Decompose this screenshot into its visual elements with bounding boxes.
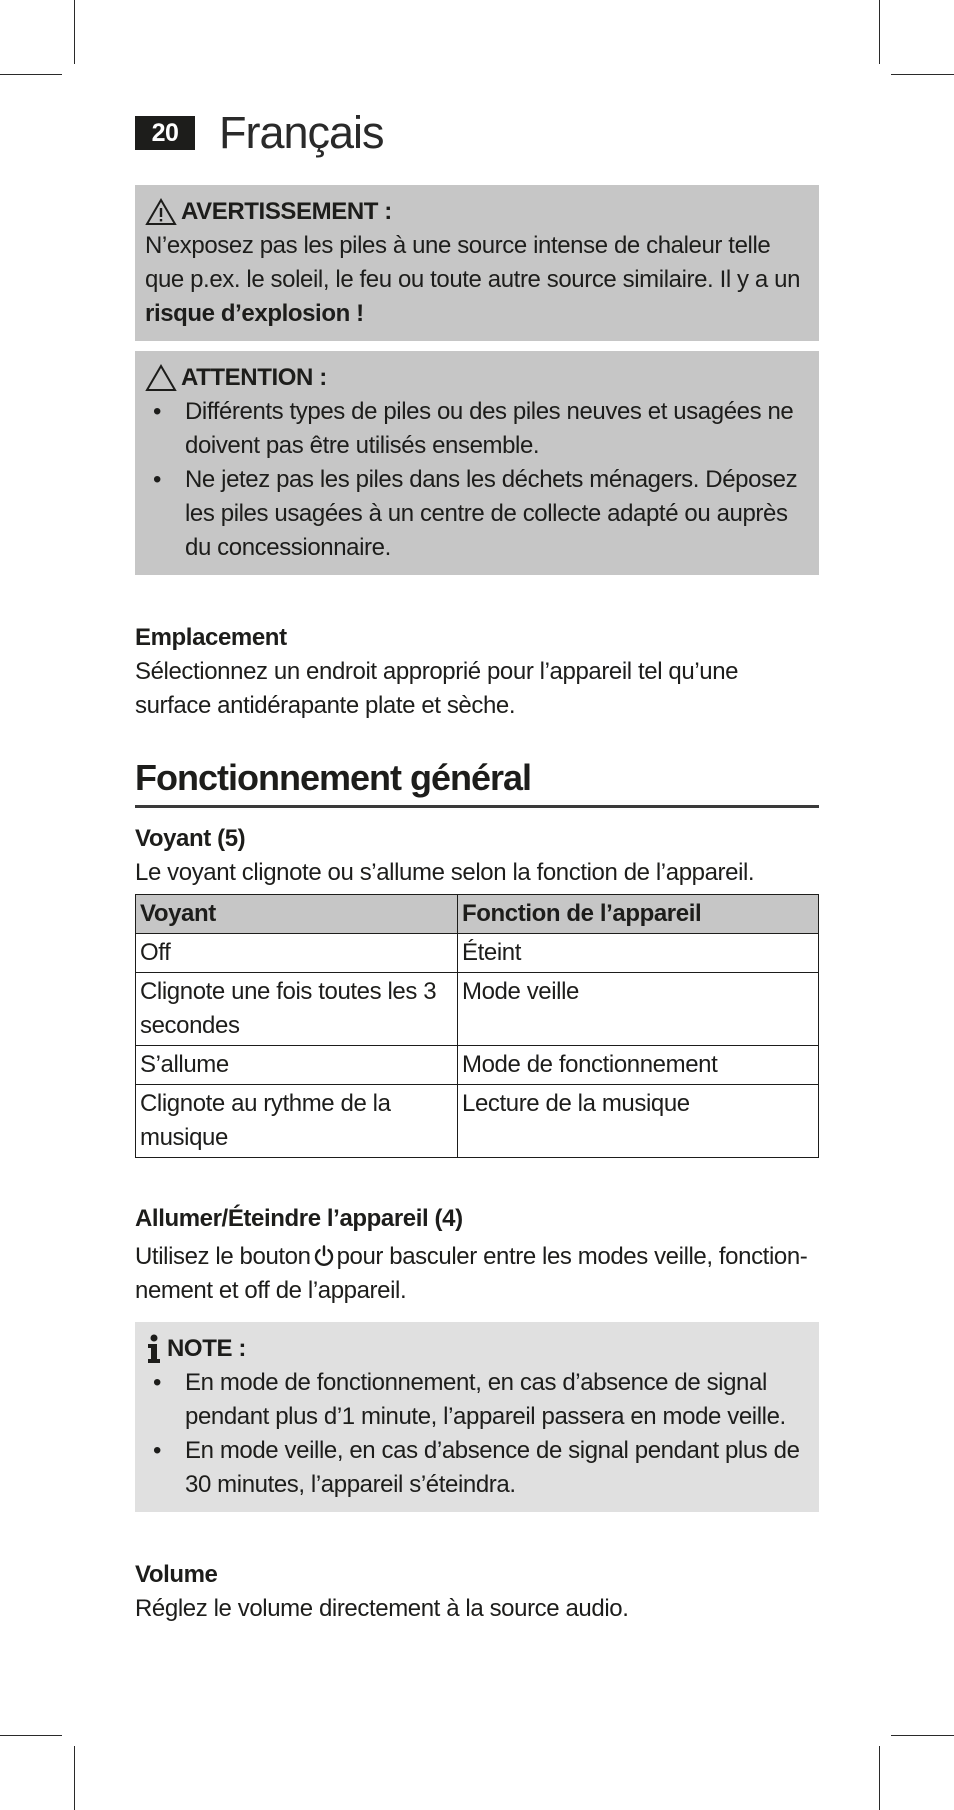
table-cell: Mode veille — [458, 973, 819, 1046]
emplacement-text: Sélectionnez un endroit approprié pour l’appareil tel qu’une surface antidérapante plate et sèche. — [135, 658, 739, 719]
table-row — [136, 1046, 819, 1085]
attention-box — [135, 351, 819, 575]
emplacement-heading: Emplacement — [135, 624, 287, 651]
table-cell: Lecture de la musique — [458, 1085, 819, 1158]
power-text — [135, 1240, 819, 1308]
table-cell: Clignote une fois toutes les 3 secondes — [136, 973, 458, 1046]
table-cell: S’allume — [136, 1046, 458, 1085]
table-header-cell: Fonction de l’appareil — [458, 895, 819, 934]
table-cell: Clignote au rythme de la musique — [136, 1085, 458, 1158]
power-text-before: Utilisez le bouton — [135, 1243, 311, 1270]
table-header-row — [136, 895, 819, 934]
attention-title: ATTENTION : — [181, 364, 327, 391]
warning-bold-text: risque d’explosion ! — [145, 300, 364, 327]
page-number: 20 — [135, 116, 195, 150]
info-icon — [145, 1334, 163, 1364]
voyant-table — [135, 894, 819, 1158]
note-title: NOTE : — [167, 1335, 246, 1362]
page-content — [135, 105, 819, 1626]
crop-mark — [74, 1746, 75, 1810]
list-item: • Ne jetez pas les piles dans les déchets ménagers. Déposez les piles usagées à un centre de collecte adapté ou auprès du concessionnaire. — [145, 463, 807, 565]
attention-title-row — [145, 361, 807, 395]
table-row — [136, 973, 819, 1046]
page-language-title: Français — [219, 107, 384, 158]
table-cell: Off — [136, 934, 458, 973]
table-row — [136, 934, 819, 973]
power-text-after: pour basculer entre les modes veille, fonctionnement et off de l’appareil. — [135, 1243, 808, 1304]
table-header-cell: Voyant — [136, 895, 458, 934]
warning-text-body: N’exposez pas les piles à une source intense de chaleur telle que p.ex. le soleil, le feu ou toute autre source similaire. Il y a un — [145, 232, 801, 293]
warning-box — [135, 185, 819, 341]
warning-text — [145, 229, 807, 331]
crop-mark — [879, 1746, 880, 1810]
warning-title-row — [145, 195, 807, 229]
volume-text: Réglez le volume directement à la source audio. — [135, 1595, 629, 1622]
crop-mark — [891, 74, 954, 75]
section-title: Fonctionnement général — [135, 757, 819, 808]
table-row — [136, 1085, 819, 1158]
page-header — [135, 105, 819, 161]
crop-mark — [891, 1735, 954, 1736]
crop-mark — [74, 0, 75, 64]
list-item: • En mode de fonctionnement, en cas d’absence de signal pendant plus d’1 minute, l’appareil passera en mode veille. — [145, 1366, 807, 1434]
warning-title: AVERTISSEMENT : — [181, 198, 392, 225]
list-item: • Différents types de piles ou des piles neuves et usagées ne doivent pas être utilisés ensemble. — [145, 395, 807, 463]
attention-triangle-icon — [145, 364, 177, 392]
note-list — [145, 1366, 807, 1502]
attention-list — [145, 395, 807, 565]
power-heading: Allumer/Éteindre l’appareil (4) — [135, 1205, 463, 1232]
voyant-heading: Voyant (5) — [135, 825, 246, 852]
voyant-text: Le voyant clignote ou s’allume selon la fonction de l’appareil. — [135, 859, 755, 886]
note-box — [135, 1322, 819, 1512]
table-cell: Éteint — [458, 934, 819, 973]
volume-heading: Volume — [135, 1561, 218, 1588]
crop-mark — [0, 74, 62, 75]
list-item: • En mode veille, en cas d’absence de signal pendant plus de 30 minutes, l’appareil s’éteindra. — [145, 1434, 807, 1502]
crop-mark — [0, 1735, 62, 1736]
warning-triangle-icon — [145, 198, 177, 226]
note-title-row — [145, 1332, 807, 1366]
power-icon — [313, 1245, 335, 1267]
table-cell: Mode de fonctionnement — [458, 1046, 819, 1085]
crop-mark — [879, 0, 880, 64]
